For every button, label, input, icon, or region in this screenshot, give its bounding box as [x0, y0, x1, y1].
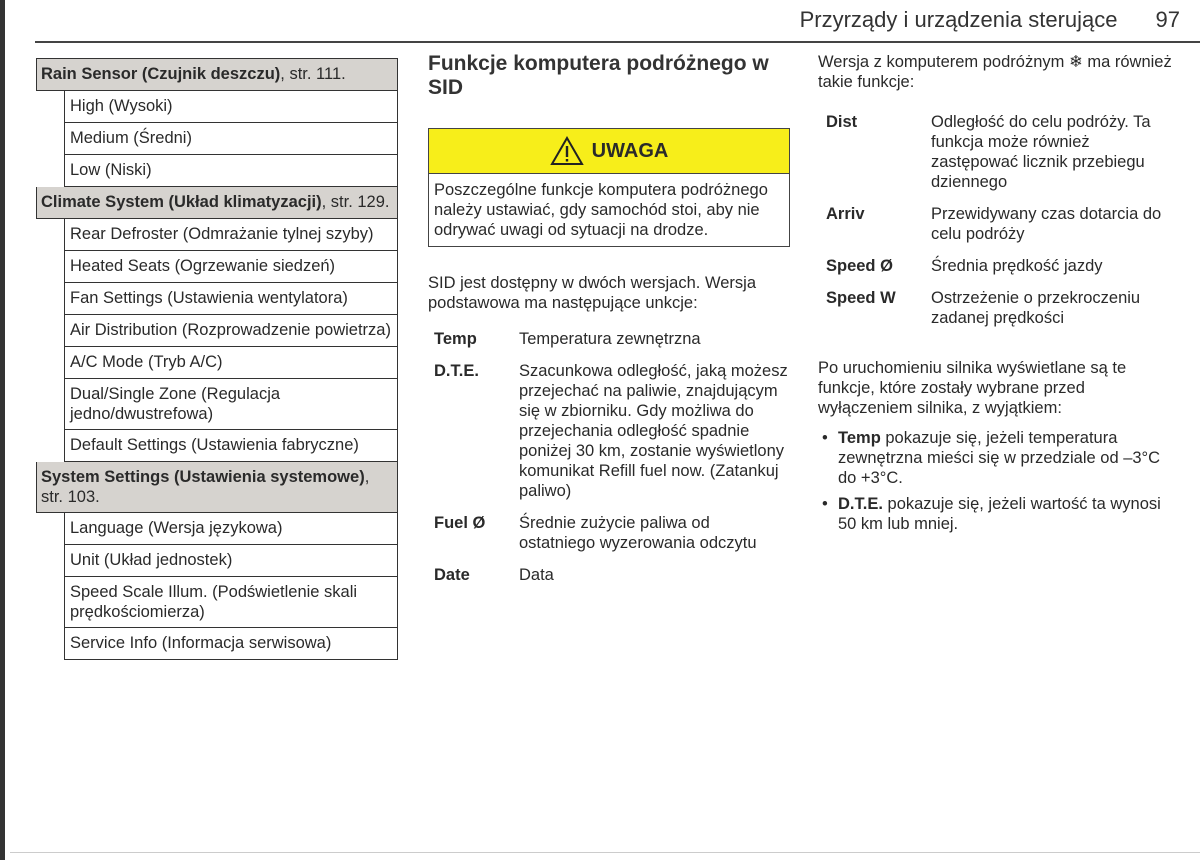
bullet-term: D.T.E.	[838, 495, 883, 513]
menu-item	[64, 577, 398, 628]
page-binding-edge	[0, 0, 5, 860]
item-label: A/C Mode (Tryb A/C)	[70, 353, 223, 371]
page-ref: , str. 111.	[280, 65, 346, 83]
section-title: Przyrządy i urządzenia sterujące	[799, 7, 1118, 32]
menu-item	[64, 283, 398, 315]
exceptions-list	[818, 428, 1180, 534]
function-description: Data	[519, 566, 554, 584]
page-number: 97	[1155, 7, 1180, 32]
function-description: Średnie zużycie paliwa od ostatniego wyzerowania odczytu	[519, 514, 757, 552]
bullet-text: pokazuje się, jeżeli temperatura zewnętrzna mieści się w przedziale od –3°C do +3°C.	[838, 429, 1161, 487]
warning-header	[429, 129, 789, 174]
bullet-item	[818, 494, 1180, 534]
function-term: Arriv	[826, 205, 865, 223]
warning-triangle-icon	[550, 136, 584, 166]
menu-item	[64, 430, 398, 462]
menu-item	[64, 251, 398, 283]
menu-group-header	[36, 187, 398, 219]
basic-functions-list	[428, 329, 790, 585]
function-description: Średnia prędkość jazdy	[931, 257, 1103, 275]
section-heading: Funkcje komputera podróżnego w SID	[428, 52, 769, 99]
item-label: Default Settings (Ustawienia fabryczne)	[70, 436, 359, 454]
page-ref: , str. 129.	[321, 193, 390, 211]
function-term: Date	[434, 566, 470, 584]
page-header	[800, 6, 1180, 34]
item-label: Air Distribution (Rozprowadzenie powietrza)	[70, 321, 391, 339]
header-rule	[35, 41, 1200, 43]
function-term: Temp	[434, 330, 477, 348]
function-term: Speed Ø	[826, 257, 893, 275]
warning-box	[428, 128, 790, 247]
item-label: High (Wysoki)	[70, 97, 173, 115]
bullet-item	[818, 428, 1180, 488]
menu-item	[64, 315, 398, 347]
item-label: Heated Seats (Ogrzewanie siedzeń)	[70, 257, 336, 275]
menu-item	[64, 347, 398, 379]
function-description: Odległość do celu podróży. Ta funkcja może również zastępować licznik przebiegu dziennego	[931, 113, 1151, 191]
item-label: Medium (Średni)	[70, 129, 192, 147]
bullet-text: pokazuje się, jeżeli wartość ta wynosi 50 km lub mniej.	[838, 495, 1161, 533]
group-name: Climate System (Układ klimatyzacji)	[41, 193, 322, 211]
warning-title: UWAGA	[591, 140, 669, 162]
function-description: Temperatura zewnętrzna	[519, 330, 701, 348]
menu-item	[64, 91, 398, 123]
item-label: Service Info (Informacja serwisowa)	[70, 634, 332, 652]
warning-text: Poszczególne funkcje komputera podróżnego należy ustawiać, gdy samochód stoi, aby nie odrywać uwagi od sytuacji na drodze.	[429, 174, 789, 246]
extended-intro: Wersja z komputerem podróżnym ❄ ma również takie funkcje:	[818, 53, 1172, 91]
item-label: Speed Scale Illum. (Podświetlenie skali prędkościomierza)	[70, 583, 358, 621]
menu-item	[64, 219, 398, 251]
startup-paragraph: Po uruchomieniu silnika wyświetlane są te funkcje, które zostały wybrane przed wyłączeniem silnika, z wyjątkiem:	[818, 359, 1127, 417]
item-label: Fan Settings (Ustawienia wentylatora)	[70, 289, 348, 307]
menu-group-header	[36, 59, 398, 91]
function-term: D.T.E.	[434, 362, 479, 380]
item-label: Language (Wersja językowa)	[70, 519, 283, 537]
right-column	[818, 52, 1180, 540]
item-label: Dual/Single Zone (Regulacja jedno/dwustrefowa)	[70, 385, 281, 423]
menu-item	[64, 155, 398, 187]
item-label: Low (Niski)	[70, 161, 152, 179]
bottom-rule	[10, 852, 1200, 853]
extended-functions-list	[818, 112, 1180, 328]
menu-item	[64, 123, 398, 155]
function-term: Speed W	[826, 289, 896, 307]
menu-structure-table	[36, 58, 398, 660]
function-term: Dist	[826, 113, 858, 131]
function-description: Ostrzeżenie o przekroczeniu zadanej prędkości	[931, 289, 1141, 327]
menu-item	[64, 545, 398, 577]
middle-column	[428, 52, 790, 585]
menu-group-header	[36, 462, 398, 513]
group-name: Rain Sensor (Czujnik deszczu)	[41, 65, 281, 83]
item-label: Unit (Układ jednostek)	[70, 551, 233, 569]
intro-paragraph: SID jest dostępny w dwóch wersjach. Wersja podstawowa ma następujące unkcje:	[428, 274, 756, 312]
function-term: Fuel Ø	[434, 514, 486, 532]
page-ref: , str. 103.	[41, 468, 370, 506]
menu-item	[64, 628, 398, 660]
function-description: Szacunkowa odległość, jaką możesz przejechać na paliwie, znajdującym się w zbiorniku. Gdy możliwa do przejechania odległość spadnie poniżej 30 km, zostanie wyświetlony komunikat Refill fuel now. (Zatankuj paliwo)	[519, 362, 788, 500]
group-name: System Settings (Ustawienia systemowe)	[41, 468, 365, 486]
item-label: Rear Defroster (Odmrażanie tylnej szyby)	[70, 225, 374, 243]
menu-item	[64, 379, 398, 430]
function-description: Przewidywany czas dotarcia do celu podróży	[931, 205, 1162, 243]
menu-item	[64, 513, 398, 545]
bullet-term: Temp	[838, 429, 881, 447]
